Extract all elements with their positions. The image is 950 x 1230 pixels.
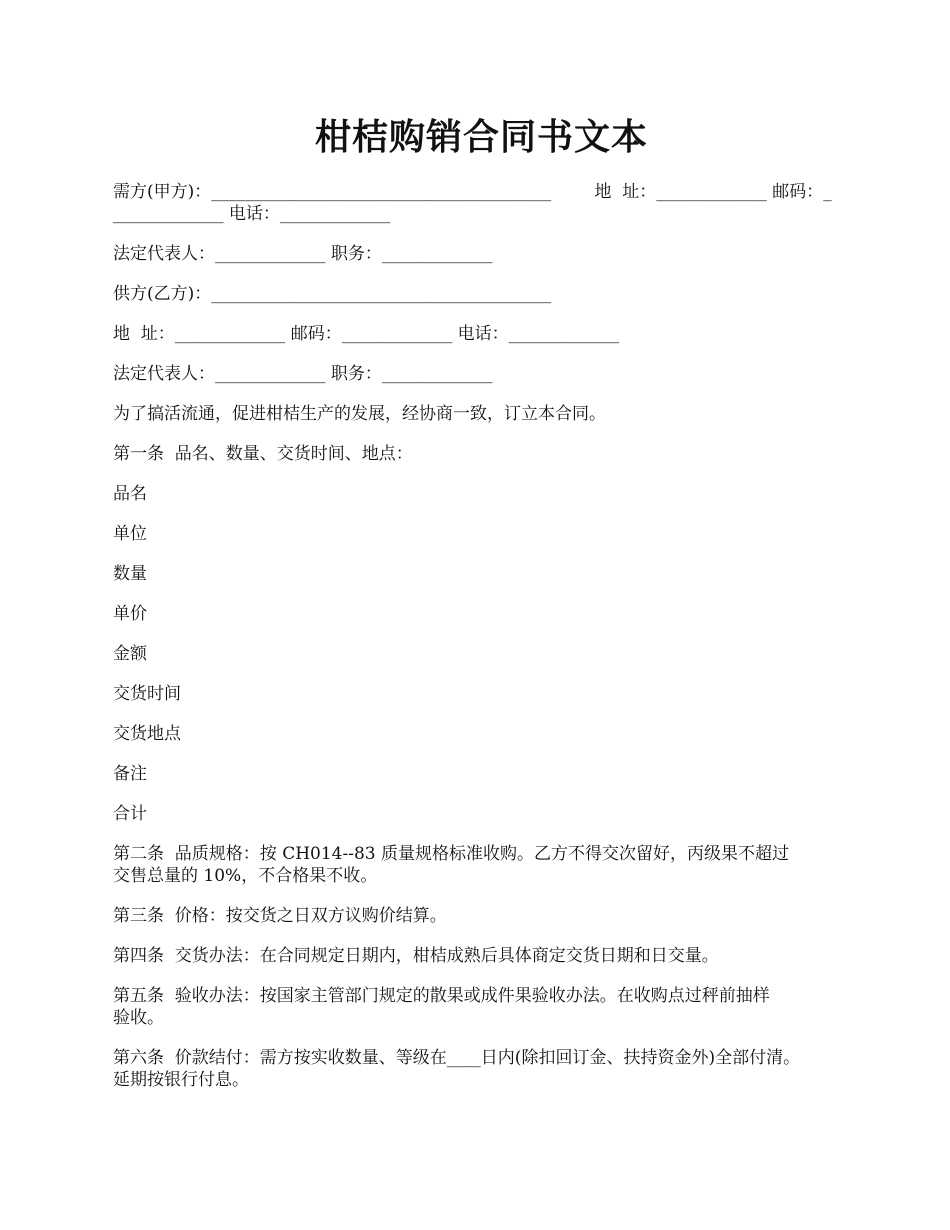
article-4-delivery: 第四条 交货办法：在合同规定日期内，柑桔成熟后具体商定交货日期和日交量。 bbox=[113, 946, 719, 966]
field-unit-price: 单价 bbox=[113, 604, 147, 624]
field-delivery-time: 交货时间 bbox=[113, 684, 181, 704]
buyer-legal-representative: 法定代表人：_____________ 职务：_____________ bbox=[113, 244, 493, 264]
field-amount: 金额 bbox=[113, 644, 147, 664]
field-remarks: 备注 bbox=[113, 764, 147, 784]
document-title: 柑桔购销合同书文本 bbox=[314, 116, 648, 158]
field-product-name: 品名 bbox=[113, 484, 147, 504]
field-unit: 单位 bbox=[113, 524, 147, 544]
supplier-party-line: 供方(乙方)：________________________________________ bbox=[113, 284, 552, 304]
article-6-payment: 第六条 价款结付：需方按实收数量、等级在____日内(除扣回订金、扶持资金外)全部付清。 延期按银行付息。 bbox=[113, 1048, 801, 1090]
article-1-heading: 第一条 品名、数量、交货时间、地点： bbox=[113, 444, 413, 464]
field-delivery-place: 交货地点 bbox=[113, 724, 181, 744]
article-2-quality: 第二条 品质规格：按 CH014--83 质量规格标准收购。乙方不得交次留好，丙级果不超过 交售总量的 10%，不合格果不收。 bbox=[113, 844, 790, 886]
article-3-price: 第三条 价格：按交货之日双方议购价结算。 bbox=[113, 906, 447, 926]
supplier-address-line: 地 址：_____________ 邮码：_____________ 电话：_____________ bbox=[113, 324, 620, 344]
field-total: 合计 bbox=[113, 804, 147, 824]
supplier-legal-representative: 法定代表人：_____________ 职务：_____________ bbox=[113, 364, 493, 384]
contract-preamble: 为了搞活流通，促进柑桔生产的发展，经协商一致，订立本合同。 bbox=[113, 404, 606, 424]
article-5-inspection: 第五条 验收办法：按国家主管部门规定的散果或成件果验收办法。在收购点过秤前抽样 验收。 bbox=[113, 986, 770, 1028]
buyer-party-line: 需方(甲方)：________________________________________ 地 址：_____________ 邮码：_ _____________ 电话：_____________ bbox=[113, 182, 832, 224]
field-quantity: 数量 bbox=[113, 564, 147, 584]
